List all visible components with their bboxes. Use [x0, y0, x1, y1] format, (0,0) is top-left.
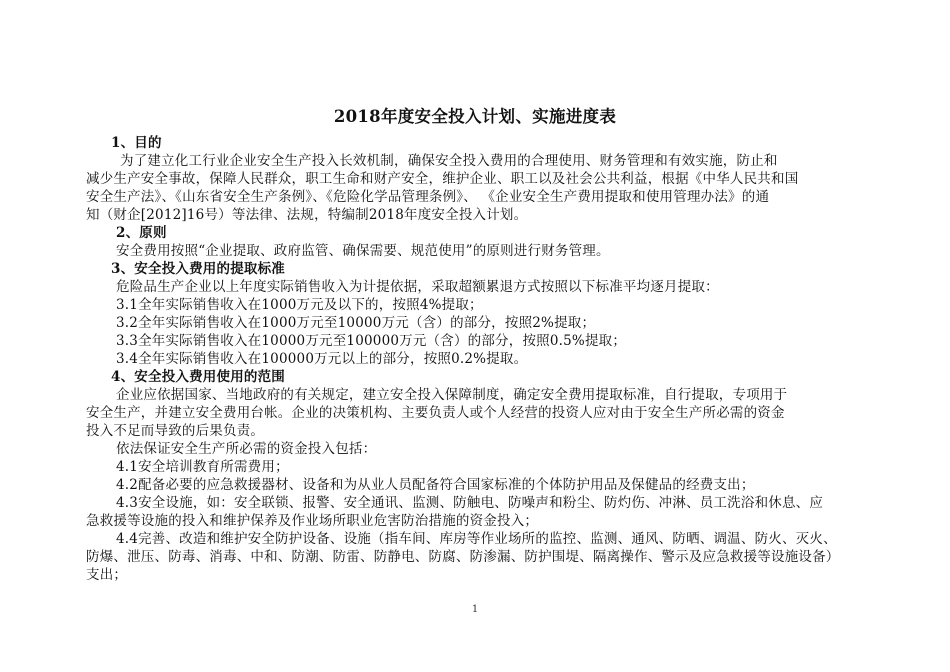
- section-1-line: 减少生产安全事故，保障人民群众，职工生命和财产安全，维护企业、职工以及社会公共利益，根据《中华人民共和国: [86, 171, 799, 187]
- section-4-line: 防爆、泄压、防毒、消毒、中和、防潮、防雷、防静电、防腐、防渗漏、防护围堤、隔离操作、警示及应急救援等设施设备）: [86, 549, 840, 565]
- section-3-line: 3.3全年实际销售收入在10000万元至100000万元（含）的部分，按照0.5%提取；: [116, 333, 627, 349]
- section-1-line: 为了建立化工行业企业安全生产投入长效机制，确保安全投入费用的合理使用、财务管理和有效实施，防止和: [120, 153, 778, 169]
- section-1-line: 知（财企[2012]16号）等法律、法规，特编制2018年度安全投入计划。: [86, 207, 528, 223]
- section-4-line: 依法保证安全生产所必需的资金投入包括：: [116, 441, 377, 457]
- document-title: 2018年度安全投入计划、实施进度表: [333, 107, 617, 126]
- section-4-line: 4.2配备必要的应急救援器材、设备和为从业人员配备符合国家标准的个体防护用品及保健品的经费支出；: [116, 477, 755, 493]
- section-4-line: 4.1安全培训教育所需费用；: [116, 459, 289, 475]
- section-3-line: 3.1全年实际销售收入在1000万元及以下的，按照4%提取；: [116, 297, 483, 313]
- section-3-line: 3.2全年实际销售收入在1000万元至10000万元（含）的部分，按照2%提取；: [116, 315, 596, 331]
- section-2-heading: 2、原则: [116, 225, 167, 241]
- section-3-line: 危险品生产企业以上年度实际销售收入为计提依据，采取超额累退方式按照以下标准平均逐月提取：: [116, 279, 719, 295]
- section-4-line: 安全生产，并建立安全费用台帐。企业的决策机构、主要负责人或个人经营的投资人应对由于安全生产所必需的资金: [86, 405, 785, 421]
- section-3-line: 3.4全年实际销售收入在100000万元以上的部分，按照0.2%提取。: [116, 351, 528, 367]
- section-4-line: 急救援等设施的投入和维护保养及作业场所职业危害防治措施的资金投入；: [86, 513, 539, 529]
- section-4-line: 4.4完善、改造和维护安全防护设备、设施（指车间、库房等作业场所的监控、监测、通风、防晒、调温、防火、灭火、: [116, 531, 837, 547]
- section-4-line: 4.3安全设施，如：安全联锁、报警、安全通讯、监测、防触电、防噪声和粉尘、防灼伤、冲淋、员工洗浴和休息、应: [116, 495, 824, 511]
- section-3-heading: 3、安全投入费用的提取标准: [111, 261, 285, 277]
- section-1-heading: 1、目的: [111, 135, 162, 151]
- section-4-line: 支出；: [86, 567, 128, 583]
- page-number: 1: [471, 604, 479, 615]
- section-4-heading: 4、安全投入费用使用的范围: [111, 369, 285, 385]
- section-4-line: 投入不足而导致的后果负责。: [86, 423, 265, 439]
- section-2-line: 安全费用按照“企业提取、政府监管、确保需要、规范使用”的原则进行财务管理。: [116, 243, 610, 259]
- section-1-line: 安全生产法》、《山东省安全生产条例》、《危险化学品管理条例》、 《企业安全生产费用提取和使用管理办法》的通: [86, 189, 770, 205]
- section-4-line: 企业应依据国家、当地政府的有关规定，建立安全投入保障制度，确定安全费用提取标准，自行提取，专项用于: [116, 387, 788, 403]
